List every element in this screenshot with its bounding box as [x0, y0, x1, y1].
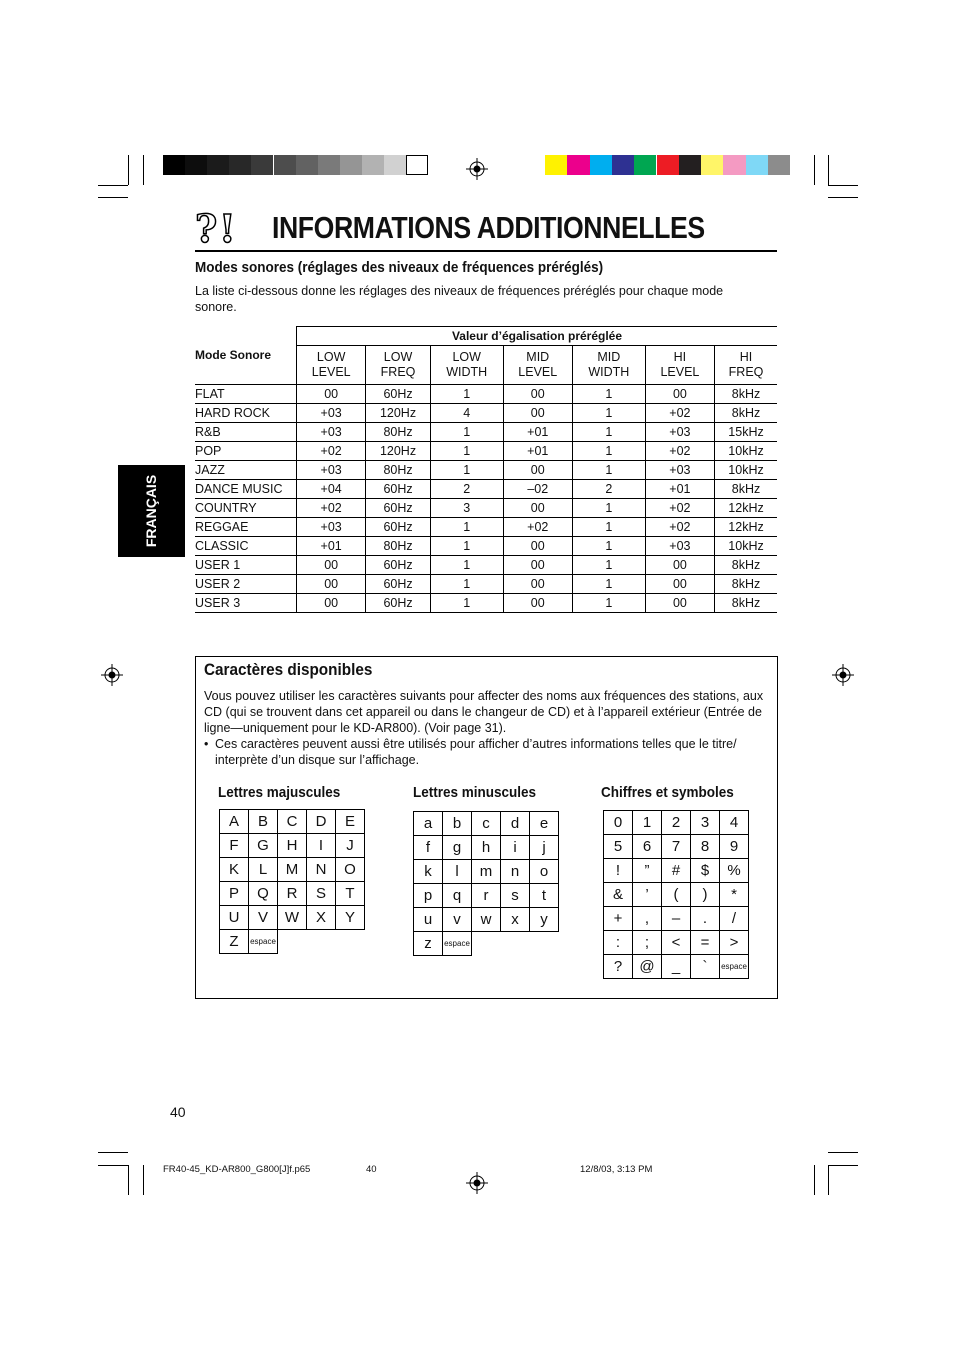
value-cell: 1	[572, 594, 645, 613]
color-swatch	[384, 155, 406, 175]
column-header-line1: LOW	[383, 350, 413, 364]
char-cell: V	[249, 906, 278, 930]
char-cell: p	[414, 884, 443, 908]
grid-row	[604, 811, 749, 835]
char-cell: _	[662, 955, 691, 979]
value-cell: 00	[645, 385, 714, 404]
grid-row	[414, 860, 559, 884]
char-cell: g	[443, 836, 472, 860]
color-swatch	[274, 155, 296, 175]
registration-mark-icon	[832, 664, 854, 686]
char-cell: o	[530, 860, 559, 884]
value-cell: 00	[503, 385, 572, 404]
color-swatch	[185, 155, 207, 175]
char-cell: =	[691, 931, 720, 955]
char-cell: s	[501, 884, 530, 908]
grid-row	[220, 858, 365, 882]
value-cell: +03	[297, 461, 366, 480]
value-cell: +01	[297, 537, 366, 556]
value-cell: 10kHz	[715, 442, 777, 461]
char-cell: :	[604, 931, 633, 955]
empty-cell	[336, 930, 365, 954]
char-cell: 2	[662, 811, 691, 835]
column-header	[430, 346, 503, 385]
grid-row	[414, 932, 559, 956]
char-cell: 4	[720, 811, 749, 835]
char-cell: @	[633, 955, 662, 979]
value-cell: 1	[572, 404, 645, 423]
value-cell: 00	[503, 461, 572, 480]
table-row	[195, 518, 777, 537]
empty-cell	[530, 932, 559, 956]
grid-row	[414, 836, 559, 860]
table-row	[195, 385, 777, 404]
char-cell: i	[501, 836, 530, 860]
column-header-line2: FREQ	[728, 365, 764, 379]
char-cell: )	[691, 883, 720, 907]
char-cell: !	[604, 859, 633, 883]
char-cell: <	[662, 931, 691, 955]
value-cell: 120Hz	[366, 404, 430, 423]
column-header	[715, 346, 777, 385]
empty-cell	[278, 930, 307, 954]
value-cell: 1	[430, 556, 503, 575]
color-swatch	[545, 155, 567, 175]
value-cell: 60Hz	[366, 480, 430, 499]
value-cell: 10kHz	[715, 537, 777, 556]
value-cell: +03	[297, 404, 366, 423]
grid-row	[414, 812, 559, 836]
char-cell: r	[472, 884, 501, 908]
mode-cell: COUNTRY	[195, 499, 297, 518]
value-cell: 00	[297, 556, 366, 575]
value-cell: 80Hz	[366, 461, 430, 480]
lowercase-grid	[413, 811, 559, 956]
value-cell: 1	[430, 385, 503, 404]
grid-row	[604, 883, 749, 907]
value-cell: 80Hz	[366, 423, 430, 442]
value-cell: +03	[645, 461, 714, 480]
char-cell: %	[720, 859, 749, 883]
grid-row	[414, 908, 559, 932]
value-cell: 1	[572, 385, 645, 404]
char-cell: –	[662, 907, 691, 931]
char-cell: `	[691, 955, 720, 979]
char-cell: j	[530, 836, 559, 860]
value-cell: 4	[430, 404, 503, 423]
value-cell: 00	[503, 556, 572, 575]
footer-page: 40	[366, 1164, 377, 1175]
mode-cell: FLAT	[195, 385, 297, 404]
value-cell: +04	[297, 480, 366, 499]
char-cell: B	[249, 810, 278, 834]
char-cell: X	[307, 906, 336, 930]
char-cell: A	[220, 810, 249, 834]
value-cell: 60Hz	[366, 518, 430, 537]
characters-paragraph: Vous pouvez utiliser les caractères suivants pour affecter des noms aux fréquences des stations, aux CD (qui se trouvent dans cet appareil ou dans le changeur de CD) et à l’appareil extérieur (Entrée de ligne—uniquement pour le KD-AR800). (Voir page 31).	[204, 689, 764, 735]
uppercase-grid	[219, 809, 365, 954]
grid-row	[604, 955, 749, 979]
value-cell: 60Hz	[366, 556, 430, 575]
color-swatch	[406, 155, 428, 175]
language-tab	[118, 465, 185, 557]
value-cell: 8kHz	[715, 404, 777, 423]
color-swatch	[207, 155, 229, 175]
value-cell: 1	[572, 423, 645, 442]
value-cell: 1	[572, 575, 645, 594]
mode-cell: DANCE MUSIC	[195, 480, 297, 499]
mode-cell: USER 3	[195, 594, 297, 613]
char-cell: d	[501, 812, 530, 836]
language-tab-label: FRANÇAIS	[143, 474, 159, 548]
char-cell: 3	[691, 811, 720, 835]
table-row	[195, 575, 777, 594]
value-cell: 8kHz	[715, 556, 777, 575]
value-cell: 8kHz	[715, 575, 777, 594]
char-cell: O	[336, 858, 365, 882]
char-cell: y	[530, 908, 559, 932]
value-cell: 1	[572, 518, 645, 537]
color-swatch	[590, 155, 612, 175]
registration-mark-icon	[466, 158, 488, 180]
value-cell: –02	[503, 480, 572, 499]
char-cell: v	[443, 908, 472, 932]
empty-cell	[307, 930, 336, 954]
color-swatch	[229, 155, 251, 175]
char-cell: ”	[633, 859, 662, 883]
char-cell: x	[501, 908, 530, 932]
value-cell: 1	[572, 461, 645, 480]
value-cell: 3	[430, 499, 503, 518]
char-cell: q	[443, 884, 472, 908]
value-cell: 00	[503, 575, 572, 594]
color-swatch	[567, 155, 589, 175]
column-header	[503, 346, 572, 385]
table-row	[195, 594, 777, 613]
svg-text:?: ?	[195, 208, 218, 246]
table-row	[195, 537, 777, 556]
char-cell: .	[691, 907, 720, 931]
value-cell: 1	[572, 537, 645, 556]
table-row	[195, 499, 777, 518]
value-cell: +01	[503, 423, 572, 442]
footer-file: FR40-45_KD-AR800_G800[J]f.p65	[163, 1164, 311, 1175]
value-cell: 12kHz	[715, 518, 777, 537]
char-cell: C	[278, 810, 307, 834]
column-header	[645, 346, 714, 385]
value-cell: +02	[645, 442, 714, 461]
bullet-text: Ces caractères peuvent aussi être utilisés pour afficher d’autres informations telles que le titre/ interprète d’un disque sur l’affichage.	[215, 737, 737, 767]
value-cell: 8kHz	[715, 594, 777, 613]
value-cell: 00	[503, 594, 572, 613]
value-cell: +02	[297, 499, 366, 518]
lowercase-label: Lettres minuscules	[413, 784, 537, 801]
char-cell: ,	[633, 907, 662, 931]
char-cell: *	[720, 883, 749, 907]
color-swatch	[362, 155, 384, 175]
mode-cell: HARD ROCK	[195, 404, 297, 423]
uppercase-label: Lettres majuscules	[218, 784, 341, 801]
value-cell: 00	[503, 499, 572, 518]
char-cell: (	[662, 883, 691, 907]
char-cell: espace	[720, 955, 749, 979]
grid-row	[220, 882, 365, 906]
char-cell: n	[501, 860, 530, 884]
char-cell: b	[443, 812, 472, 836]
char-cell: t	[530, 884, 559, 908]
value-cell: 00	[645, 556, 714, 575]
column-header	[572, 346, 645, 385]
question-exclamation-icon	[195, 208, 241, 246]
value-cell: 1	[430, 518, 503, 537]
char-cell: D	[307, 810, 336, 834]
value-cell: +03	[297, 518, 366, 537]
grid-row	[220, 906, 365, 930]
char-cell: S	[307, 882, 336, 906]
page-title: INFORMATIONS ADDITIONNELLES	[272, 210, 705, 245]
value-cell: 1	[430, 537, 503, 556]
grid-row	[220, 930, 365, 954]
color-swatch	[634, 155, 656, 175]
value-cell: +02	[297, 442, 366, 461]
char-cell: 5	[604, 835, 633, 859]
column-header-line1: HI	[739, 350, 753, 364]
grid-row	[414, 884, 559, 908]
char-cell: m	[472, 860, 501, 884]
char-cell: 6	[633, 835, 662, 859]
value-cell: 15kHz	[715, 423, 777, 442]
column-header-line1: HI	[673, 350, 687, 364]
page-number: 40	[170, 1104, 186, 1120]
empty-cell	[472, 932, 501, 956]
char-cell: Q	[249, 882, 278, 906]
eq-preset-table	[195, 326, 777, 613]
table-row	[195, 404, 777, 423]
char-cell: f	[414, 836, 443, 860]
char-cell: espace	[249, 930, 278, 954]
char-cell: &	[604, 883, 633, 907]
empty-cell	[501, 932, 530, 956]
column-header-line1: MID	[526, 350, 550, 364]
char-cell: k	[414, 860, 443, 884]
color-swatch	[296, 155, 318, 175]
table-row	[195, 480, 777, 499]
column-header-line2: LEVEL	[518, 365, 558, 379]
registration-mark-icon	[101, 664, 123, 686]
symbols-grid	[603, 810, 749, 979]
char-cell: $	[691, 859, 720, 883]
grid-row	[604, 859, 749, 883]
value-cell: 00	[297, 385, 366, 404]
value-cell: 80Hz	[366, 537, 430, 556]
char-cell: ’	[633, 883, 662, 907]
color-swatch	[746, 155, 768, 175]
grid-row	[604, 907, 749, 931]
table-row	[195, 556, 777, 575]
char-cell: z	[414, 932, 443, 956]
value-cell: 1	[430, 594, 503, 613]
char-cell: P	[220, 882, 249, 906]
char-cell: N	[307, 858, 336, 882]
value-cell: 8kHz	[715, 385, 777, 404]
value-cell: 00	[645, 594, 714, 613]
value-cell: 1	[572, 499, 645, 518]
value-cell: 12kHz	[715, 499, 777, 518]
table-row	[195, 442, 777, 461]
char-cell: >	[720, 931, 749, 955]
char-cell: #	[662, 859, 691, 883]
char-cell: L	[249, 858, 278, 882]
char-cell: M	[278, 858, 307, 882]
mode-cell: CLASSIC	[195, 537, 297, 556]
char-cell: 9	[720, 835, 749, 859]
value-cell: 60Hz	[366, 385, 430, 404]
char-cell: a	[414, 812, 443, 836]
value-cell: 1	[430, 442, 503, 461]
column-header	[297, 346, 366, 385]
char-cell: e	[530, 812, 559, 836]
char-cell: 1	[633, 811, 662, 835]
color-swatch	[679, 155, 701, 175]
column-header-line2: FREQ	[380, 365, 416, 379]
value-cell: 00	[297, 575, 366, 594]
value-cell: 2	[572, 480, 645, 499]
grid-row	[604, 931, 749, 955]
value-cell: +02	[503, 518, 572, 537]
char-cell: 0	[604, 811, 633, 835]
char-cell: R	[278, 882, 307, 906]
char-cell: E	[336, 810, 365, 834]
mode-cell: JAZZ	[195, 461, 297, 480]
value-cell: +02	[645, 499, 714, 518]
table-row	[195, 461, 777, 480]
char-cell: Y	[336, 906, 365, 930]
mode-cell: R&B	[195, 423, 297, 442]
char-cell: h	[472, 836, 501, 860]
footer-date: 12/8/03, 3:13 PM	[580, 1164, 653, 1175]
value-cell: 00	[503, 404, 572, 423]
value-cell: 1	[430, 423, 503, 442]
char-cell: ;	[633, 931, 662, 955]
color-swatch	[612, 155, 634, 175]
color-swatch	[768, 155, 790, 175]
color-swatch	[701, 155, 723, 175]
char-cell: w	[472, 908, 501, 932]
section-heading-sound-modes: Modes sonores (réglages des niveaux de fréquences préréglés)	[195, 259, 604, 276]
value-cell: 8kHz	[715, 480, 777, 499]
column-header-line2: WIDTH	[588, 365, 630, 379]
char-cell: Z	[220, 930, 249, 954]
char-cell: H	[278, 834, 307, 858]
char-cell: F	[220, 834, 249, 858]
value-cell: 60Hz	[366, 594, 430, 613]
char-cell: I	[307, 834, 336, 858]
value-cell: 10kHz	[715, 461, 777, 480]
column-header-line1: LOW	[452, 350, 481, 364]
value-cell: 00	[503, 537, 572, 556]
grid-row	[604, 835, 749, 859]
section-heading-characters: Caractères disponibles	[204, 660, 373, 679]
value-cell: 60Hz	[366, 499, 430, 518]
value-cell: 1	[430, 461, 503, 480]
value-cell: +03	[645, 423, 714, 442]
char-cell: U	[220, 906, 249, 930]
char-cell: ?	[604, 955, 633, 979]
grid-row	[220, 834, 365, 858]
char-cell: l	[443, 860, 472, 884]
char-cell: c	[472, 812, 501, 836]
color-swatch	[340, 155, 362, 175]
value-cell: 1	[572, 442, 645, 461]
registration-mark-icon	[466, 1172, 488, 1194]
value-cell: +03	[297, 423, 366, 442]
svg-text:!: !	[219, 208, 236, 246]
char-cell: T	[336, 882, 365, 906]
value-cell: 60Hz	[366, 575, 430, 594]
column-header-line2: WIDTH	[446, 365, 488, 379]
title-underline	[195, 250, 777, 252]
char-cell: u	[414, 908, 443, 932]
symbols-label: Chiffres et symboles	[601, 784, 734, 801]
column-header-line2: LEVEL	[660, 365, 700, 379]
char-cell: K	[220, 858, 249, 882]
value-cell: 00	[297, 594, 366, 613]
char-cell: W	[278, 906, 307, 930]
char-cell: espace	[443, 932, 472, 956]
value-cell: +03	[645, 537, 714, 556]
char-cell: +	[604, 907, 633, 931]
value-cell: 00	[645, 575, 714, 594]
char-cell: G	[249, 834, 278, 858]
mode-cell: USER 1	[195, 556, 297, 575]
column-header-line1: MID	[597, 350, 621, 364]
grid-row	[220, 810, 365, 834]
section-intro: La liste ci-dessous donne les réglages des niveaux de fréquences préréglés pour chaque mode sonore.	[195, 284, 724, 314]
color-swatch	[163, 155, 185, 175]
value-cell: 120Hz	[366, 442, 430, 461]
char-cell: /	[720, 907, 749, 931]
value-cell: +02	[645, 518, 714, 537]
char-cell: 7	[662, 835, 691, 859]
value-cell: +01	[503, 442, 572, 461]
column-header-line2: LEVEL	[311, 365, 351, 379]
mode-cell: POP	[195, 442, 297, 461]
color-swatch	[723, 155, 745, 175]
column-header	[366, 346, 430, 385]
column-header-line1: LOW	[316, 350, 346, 364]
char-cell: 8	[691, 835, 720, 859]
group-header: Valeur d’égalisation préréglée	[297, 327, 778, 346]
value-cell: 1	[430, 575, 503, 594]
value-cell: 1	[572, 556, 645, 575]
mode-column-header: Mode Sonore	[195, 348, 272, 363]
value-cell: +02	[645, 404, 714, 423]
value-cell: 2	[430, 480, 503, 499]
table-row	[195, 423, 777, 442]
color-swatch	[251, 155, 273, 175]
char-cell: J	[336, 834, 365, 858]
mode-cell: REGGAE	[195, 518, 297, 537]
color-swatch	[318, 155, 340, 175]
mode-cell: USER 2	[195, 575, 297, 594]
bullet-mark: •	[204, 737, 209, 751]
color-swatch	[657, 155, 679, 175]
value-cell: +01	[645, 480, 714, 499]
